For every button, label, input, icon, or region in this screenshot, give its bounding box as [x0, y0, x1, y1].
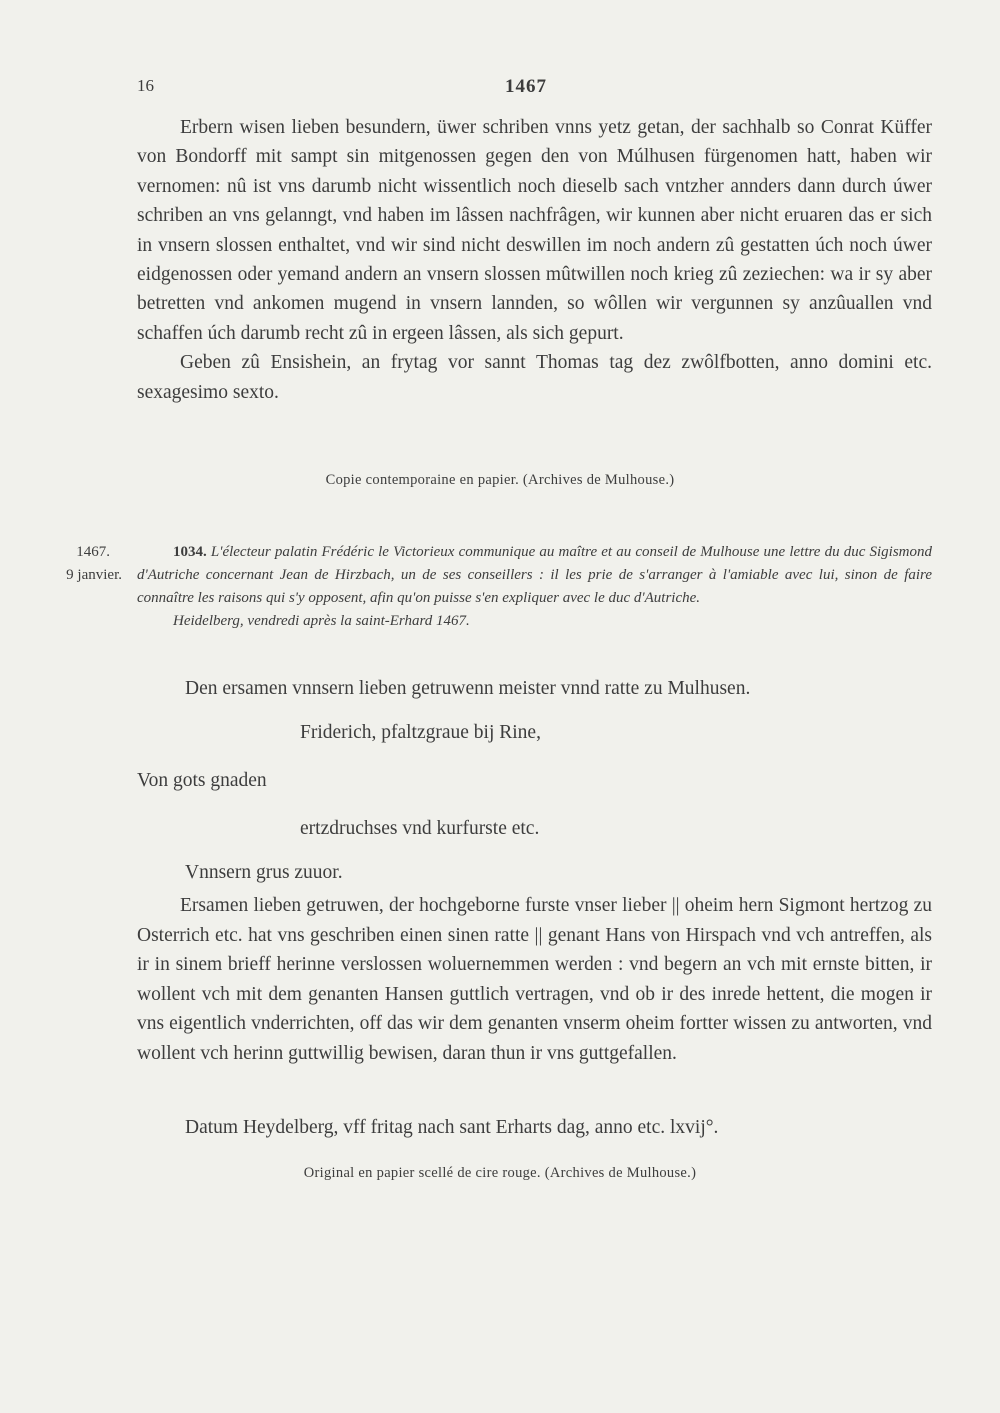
running-header-year: 1467 [505, 76, 547, 97]
page-number: 16 [137, 76, 154, 95]
letter-address: Den ersamen vnnsern lieben getruwenn meister vnnd ratte zu Mulhusen. [185, 678, 751, 699]
letter-closing: Geben zû Ensishein, an frytag vor sannt Thomas tag dez zwôlfbotten, anno domini etc. sexagesimo sexto. [137, 352, 932, 403]
source-note: Copie contemporaine en papier. (Archives de Mulhouse.) [325, 472, 675, 488]
sender-title-line2: ertzdruchses vnd kurfurste etc. [300, 818, 540, 839]
entry-number: 1034. [173, 544, 207, 560]
margin-year: 1467. [76, 544, 110, 560]
letter-greeting: Vnnsern grus zuuor. [185, 862, 343, 883]
entry-place-date: Heidelberg, vendredi après la saint-Erhard 1467. [173, 613, 470, 629]
letter-dating: Datum Heydelberg, vff fritag nach sant Erharts dag, anno etc. lxvij°. [185, 1117, 719, 1138]
source-note: Original en papier scellé de cire rouge. (Archives de Mulhouse.) [303, 1165, 697, 1181]
sender-title-line1: Friderich, pfaltzgraue bij Rine, [300, 722, 541, 743]
margin-date: 9 janvier. [66, 567, 122, 583]
continuation-letter [137, 113, 932, 407]
letter-body-text: Ersamen lieben getruwen, der hochgeborne furste vnser lieber || oheim hern Sigmont hertzog zu Osterrich etc. hat vns geschriben einen sinen ratte || genant Hans von Hirspach vnd vch antreffen, als ir in sinem brieff herinne verslossen woluernemmen werden : vnd begern an vch mit ernste bitten, ir wollent vch mit dem genanten Hansen guttlich vertragen, vnd ob ir des inrede hettent, die mogen ir vns eigentlich vnderrichten, off das wir dem genanten vnserm oheim fortter wissen zu antworten, vnd wollent vch herinn guttwillig bewisen, daran thun ir vns guttgefallen. [137, 895, 932, 1064]
sender-prefix: Von gots gnaden [137, 770, 267, 791]
entry-summary [137, 541, 932, 633]
entry-summary-text: L'électeur palatin Frédéric le Victorieux communique au maître et au conseil de Mulhouse une lettre du duc Sigismond d'Autriche concernant Jean de Hirzbach, un de ses conseillers : il les prie de s'arranger à l'amiable avec lui, sinon de faire connaître les raisons qui s'y opposent, afin qu'on puisse s'en expliquer avec le duc d'Autriche. [137, 544, 933, 606]
letter-body [137, 891, 932, 1069]
letter-paragraph: Erbern wisen lieben besundern, üwer schriben vnns yetz getan, der sachhalb so Conrat Küffer von Bondorff mit sampt sin mitgenossen gegen den von Múlhusen fürgenomen hatt, haben wir vernomen: nû ist vns darumb nicht wissentlich noch dieselb sach vntzher annders dann durch úwer schriben an vns gelanngt, vnd haben im lâssen nachfrâgen, wir kunnen aber nicht eruaren das er sich in vnsern slossen enthaltet, vnd wir sind nicht deswillen im noch andern zû gestatten úch noch úwer eidgenossen oder yemand andern an vnsern slossen mûtwillen noch krieg zû zeziechen: wa ir sy aber betretten vnd ankomen mugend in vnsern lannden, so wôllen wir vergunnen sy anzûuallen vnd schaffen úch darumb recht zû in ergeen lâssen, als sich gepurt. [137, 117, 932, 344]
